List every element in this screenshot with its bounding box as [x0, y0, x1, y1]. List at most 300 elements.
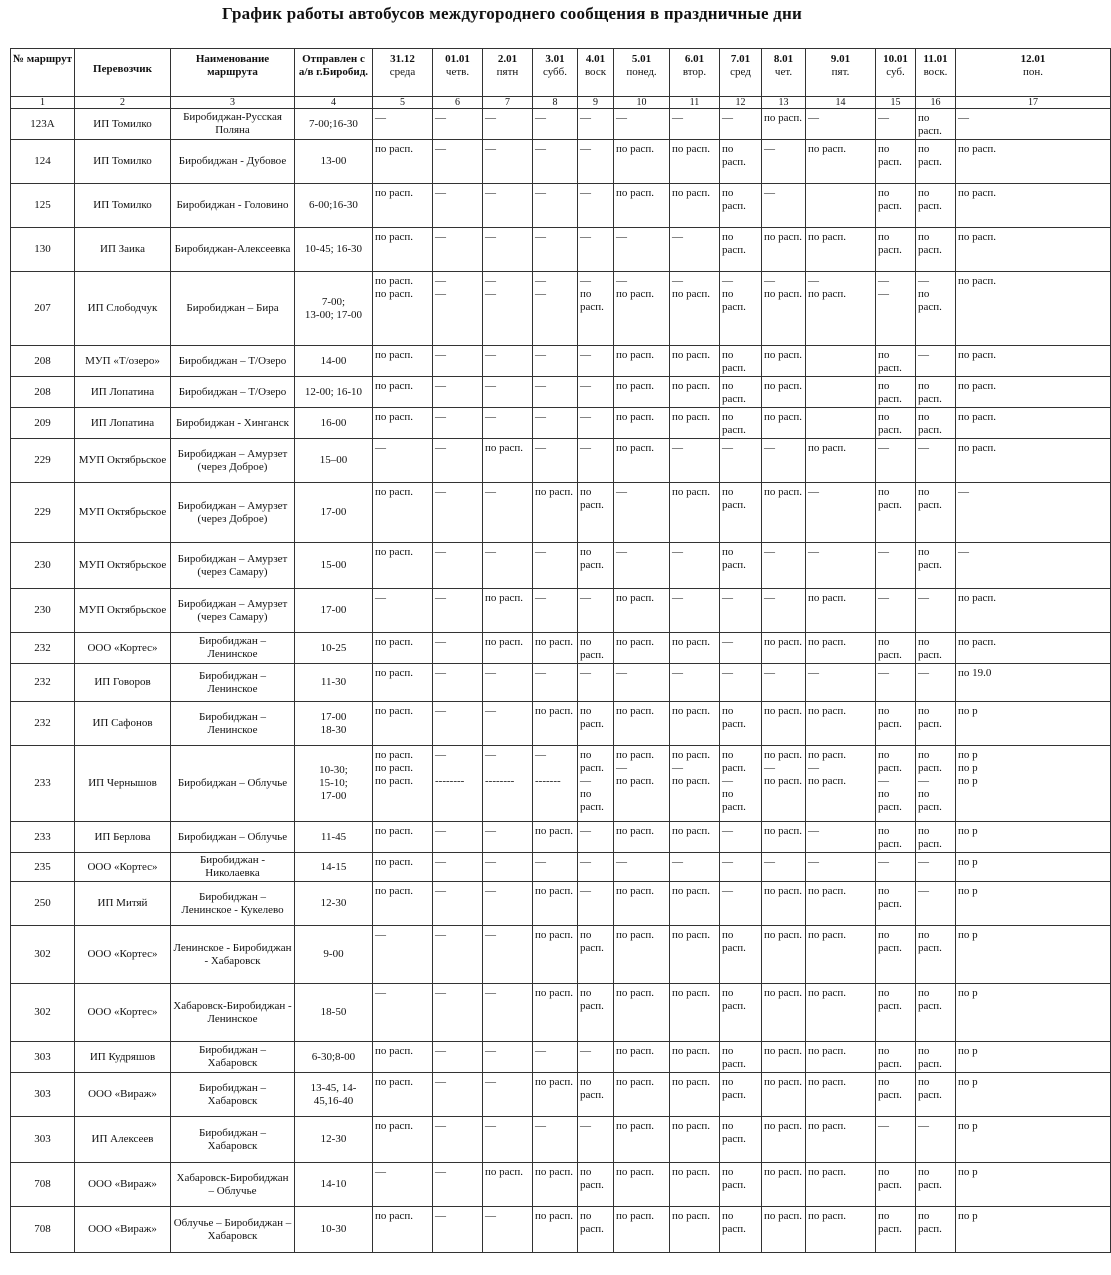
- column-number: 10: [614, 97, 670, 109]
- route-name-text: Ленинское - Биробиджан - Хабаровск: [173, 941, 292, 967]
- day-cell: [806, 543, 876, 589]
- day-cell: [483, 1073, 533, 1117]
- day-cell-text: по расп.: [672, 705, 711, 717]
- day-cell: [916, 377, 956, 408]
- day-cell-text: —: [485, 1045, 496, 1057]
- day-cell-text: по расп.: [808, 1210, 847, 1222]
- departure-time-text: 18-50: [320, 1006, 347, 1018]
- day-cell-text: —: [435, 705, 446, 717]
- day-cell-text: по расп.: [918, 380, 942, 405]
- day-cell: [373, 408, 433, 439]
- departure-time: [295, 633, 373, 664]
- day-cell: [876, 228, 916, 272]
- day-cell: [720, 543, 762, 589]
- day-cell: [806, 377, 876, 408]
- day-cell: [578, 346, 614, 377]
- carrier-name: [75, 346, 171, 377]
- departure-time-text: 12-30: [320, 1133, 347, 1145]
- table-row: [11, 228, 1111, 272]
- day-cell: [876, 664, 916, 702]
- departure-time: [295, 1117, 373, 1163]
- day-cell: [483, 633, 533, 664]
- day-cell: [762, 543, 806, 589]
- day-cell-text: —: [918, 592, 929, 604]
- day-cell-text: по р: [958, 929, 978, 941]
- day-cell: [956, 589, 1111, 633]
- route-name-text: Биробиджан – Амурзет (через Доброе): [177, 447, 288, 473]
- day-cell-text: по расп.: [722, 1120, 746, 1145]
- day-cell: [876, 483, 916, 543]
- day-cell-text: —: [764, 856, 775, 868]
- route-number-text: 303: [34, 1088, 51, 1100]
- day-cell-text: по расп.: [918, 1045, 942, 1070]
- table-row: [11, 1073, 1111, 1117]
- day-cell: [433, 746, 483, 822]
- carrier-name-text: ИП Кудряшов: [89, 1050, 156, 1063]
- day-cell-text: по расп.: [918, 825, 942, 850]
- day-cell-text: по расп.: [616, 929, 655, 941]
- route-name-text: Биробиджан – Ленинское: [199, 710, 266, 736]
- day-cell-text: —: [535, 112, 546, 124]
- table-row: [11, 822, 1111, 853]
- day-cell: [762, 746, 806, 822]
- day-cell: [762, 589, 806, 633]
- day-cell: [373, 1042, 433, 1073]
- day-cell: [433, 822, 483, 853]
- day-cell-text: —: [580, 187, 591, 199]
- day-cell: [956, 1163, 1111, 1207]
- carrier-name: [75, 853, 171, 882]
- day-cell: [433, 140, 483, 184]
- header-day-12: [956, 49, 1111, 97]
- route-name-text: Биробиджан – Ленинское: [199, 669, 266, 695]
- day-cell-text: по расп.: [878, 749, 902, 774]
- day-cell-text: по расп.: [958, 231, 997, 243]
- day-cell: [533, 1042, 578, 1073]
- day-cell-text: по расп.: [672, 143, 711, 155]
- day-cell-text: по расп.: [580, 288, 604, 313]
- departure-time-text: 12-00; 16-10: [304, 385, 363, 398]
- route-name: [171, 184, 295, 228]
- carrier-name: [75, 702, 171, 746]
- day-cell: [916, 746, 956, 822]
- route-name: [171, 228, 295, 272]
- day-cell-text: —: [616, 762, 627, 774]
- day-cell: [916, 140, 956, 184]
- day-cell: [533, 140, 578, 184]
- day-cell-text: —: [435, 592, 446, 604]
- route-number-text: 232: [34, 641, 51, 654]
- day-cell-text: —: [722, 275, 733, 287]
- day-cell-text: по расп.: [535, 1076, 574, 1088]
- departure-time-text: 17-00: [320, 604, 347, 616]
- route-number: [11, 1117, 75, 1163]
- day-cell: [806, 109, 876, 140]
- day-cell: [956, 882, 1111, 926]
- header-day-date: 31.12: [390, 53, 415, 65]
- day-cell: [614, 664, 670, 702]
- day-cell-text: —: [375, 592, 386, 604]
- departure-time: [295, 822, 373, 853]
- day-cell: [670, 926, 720, 984]
- day-cell-text: —: [485, 705, 496, 717]
- route-name: [171, 926, 295, 984]
- header-day-date: 6.01: [684, 53, 705, 65]
- day-cell: [876, 984, 916, 1042]
- day-cell-text: по расп.: [808, 442, 847, 454]
- day-cell-text: —: [918, 275, 929, 287]
- header-day-dow: среда: [389, 66, 416, 78]
- day-cell-text: по расп.: [672, 749, 711, 761]
- day-cell: [762, 483, 806, 543]
- route-name: [171, 822, 295, 853]
- day-cell-text: по расп.: [580, 705, 604, 730]
- day-cell-text: —: [918, 775, 929, 787]
- table-row: [11, 1042, 1111, 1073]
- header-day-date: 5.01: [631, 53, 652, 65]
- header-num: [11, 49, 75, 97]
- schedule-table: [10, 48, 1111, 1253]
- page-title: График работы автобусов междугороднего сообщения в праздничные дни: [222, 4, 802, 23]
- day-cell-text: —: [435, 411, 446, 423]
- day-cell: [806, 984, 876, 1042]
- header-day-date: 01.01: [445, 53, 470, 65]
- day-cell-text: по расп.: [535, 1166, 574, 1178]
- day-cell: [720, 228, 762, 272]
- day-cell: [670, 633, 720, 664]
- day-cell-text: по расп.: [918, 1166, 942, 1191]
- day-cell: [373, 272, 433, 346]
- day-cell-text: по расп.: [918, 749, 942, 774]
- day-cell: [373, 140, 433, 184]
- day-cell: [670, 589, 720, 633]
- day-cell: [762, 377, 806, 408]
- day-cell: [578, 1042, 614, 1073]
- departure-time: [295, 140, 373, 184]
- day-cell-text: по расп.: [808, 636, 847, 648]
- header-day-dow: пят.: [831, 66, 850, 78]
- day-cell-text: —: [672, 762, 683, 774]
- day-cell: [670, 853, 720, 882]
- route-name-text: Биробиджан – Облучье: [177, 830, 288, 843]
- departure-time: [295, 228, 373, 272]
- day-cell-text: по расп.: [764, 380, 803, 392]
- carrier-name: [75, 1042, 171, 1073]
- day-cell-text: по расп.: [375, 1045, 414, 1057]
- day-cell-text: —: [672, 231, 683, 243]
- route-name: [171, 346, 295, 377]
- day-cell-text: по расп.: [918, 486, 942, 511]
- day-cell-text: по расп.: [485, 592, 524, 604]
- day-cell: [956, 184, 1111, 228]
- day-cell-text: по расп.: [535, 885, 574, 897]
- day-cell-text: по расп.: [722, 1210, 746, 1235]
- day-cell: [614, 140, 670, 184]
- route-number-text: 233: [34, 777, 51, 789]
- day-cell-text: —: [918, 885, 929, 897]
- day-cell-text: по р: [958, 705, 978, 717]
- day-cell: [533, 377, 578, 408]
- table-row: [11, 408, 1111, 439]
- day-cell-text: —: [616, 112, 627, 124]
- route-name: [171, 702, 295, 746]
- day-cell-text: --------: [435, 775, 465, 787]
- day-cell-text: по расп.: [616, 749, 655, 761]
- day-cell-text: по расп.: [616, 380, 655, 392]
- route-number: [11, 109, 75, 140]
- route-number-text: 208: [34, 354, 51, 367]
- day-cell-text: по расп.: [878, 349, 902, 374]
- departure-time-text: 13-00; 17-00: [304, 308, 363, 321]
- day-cell-text: по р: [958, 1045, 978, 1057]
- day-cell: [373, 1117, 433, 1163]
- route-name: [171, 109, 295, 140]
- day-cell-text: —: [535, 592, 546, 604]
- day-cell-text: —: [580, 1045, 591, 1057]
- day-cell: [578, 439, 614, 483]
- day-cell-text: —: [764, 592, 775, 604]
- day-cell-text: по расп.: [958, 187, 997, 199]
- day-cell: [916, 543, 956, 589]
- day-cell: [670, 483, 720, 543]
- day-cell-text: —: [435, 112, 446, 124]
- departure-time-text: 6-00;16-30: [309, 199, 358, 211]
- day-cell-text: по расп.: [616, 1120, 655, 1132]
- day-cell: [806, 408, 876, 439]
- route-name: [171, 272, 295, 346]
- route-name: [171, 439, 295, 483]
- day-cell: [670, 702, 720, 746]
- day-cell: [433, 1117, 483, 1163]
- day-cell-text: —: [535, 749, 546, 761]
- day-cell-text: —: [672, 592, 683, 604]
- day-cell-text: по расп.: [485, 1166, 524, 1178]
- day-cell-text: —: [878, 1120, 889, 1132]
- column-number: 7: [483, 97, 533, 109]
- header-day-dow: понед.: [626, 66, 657, 78]
- day-cell: [720, 184, 762, 228]
- route-name: [171, 1163, 295, 1207]
- day-cell-text: —: [580, 112, 591, 124]
- header-carrier: [75, 49, 171, 97]
- day-cell-text: [485, 762, 530, 775]
- day-cell-text: —: [580, 442, 591, 454]
- route-number-text: 302: [34, 1006, 51, 1018]
- day-cell: [720, 272, 762, 346]
- column-number: 6: [433, 97, 483, 109]
- day-cell-text: по расп.: [808, 885, 847, 897]
- route-name-text: Хабаровск-Биробиджан - Ленинское: [173, 999, 292, 1025]
- day-cell: [578, 633, 614, 664]
- day-cell-text: по расп.: [764, 1166, 803, 1178]
- route-number-text: 302: [34, 948, 51, 960]
- day-cell: [483, 1042, 533, 1073]
- departure-time-text: 14-00: [320, 354, 347, 367]
- day-cell: [533, 664, 578, 702]
- day-cell-text: по расп.: [580, 788, 604, 813]
- route-number: [11, 543, 75, 589]
- day-cell-text: по расп.: [764, 349, 803, 361]
- day-cell: [670, 882, 720, 926]
- day-cell: [614, 228, 670, 272]
- day-cell: [373, 589, 433, 633]
- day-cell: [578, 926, 614, 984]
- day-cell-text: —: [435, 667, 446, 679]
- day-cell: [762, 633, 806, 664]
- departure-time: [295, 1073, 373, 1117]
- day-cell: [876, 853, 916, 882]
- day-cell: [373, 702, 433, 746]
- day-cell: [433, 109, 483, 140]
- route-name: [171, 984, 295, 1042]
- day-cell-text: —: [722, 825, 733, 837]
- day-cell: [806, 853, 876, 882]
- day-cell-text: по расп.: [485, 442, 524, 454]
- day-cell: [956, 377, 1111, 408]
- header-day-10: [876, 49, 916, 97]
- day-cell-text: —: [580, 275, 591, 287]
- route-name-text: Биробиджан – Амурзет (через Самару): [177, 552, 288, 578]
- table-row: [11, 853, 1111, 882]
- table-row: [11, 882, 1111, 926]
- day-cell: [876, 1042, 916, 1073]
- day-cell-text: по расп.: [616, 143, 655, 155]
- day-cell: [876, 1117, 916, 1163]
- header-day-4: [578, 49, 614, 97]
- day-cell-text: —: [808, 856, 819, 868]
- day-cell: [483, 543, 533, 589]
- departure-time-text: 11-45: [320, 830, 347, 843]
- day-cell-text: —: [764, 667, 775, 679]
- column-number: 15: [876, 97, 916, 109]
- carrier-name: [75, 228, 171, 272]
- day-cell: [433, 1042, 483, 1073]
- route-number: [11, 984, 75, 1042]
- carrier-name: [75, 1207, 171, 1253]
- carrier-name-text: ИП Митяй: [97, 897, 148, 909]
- column-number: 11: [670, 97, 720, 109]
- carrier-name: [75, 140, 171, 184]
- day-cell-text: —: [435, 885, 446, 897]
- day-cell-text: --------: [485, 775, 515, 787]
- day-cell-text: по расп.: [375, 349, 414, 361]
- day-cell-text: —: [435, 749, 446, 761]
- day-cell: [916, 1117, 956, 1163]
- day-cell-text: по расп.: [580, 987, 604, 1012]
- route-number: [11, 140, 75, 184]
- day-cell-text: по расп.: [918, 143, 942, 168]
- departure-time: [295, 377, 373, 408]
- day-cell: [670, 1042, 720, 1073]
- day-cell: [670, 1117, 720, 1163]
- route-number: [11, 439, 75, 483]
- day-cell-text: по расп.: [375, 288, 414, 300]
- departure-time-text: 15–00: [319, 454, 348, 466]
- day-cell: [533, 346, 578, 377]
- route-number: [11, 228, 75, 272]
- day-cell-text: по расп.: [375, 775, 414, 787]
- departure-time-text: 17-00: [320, 710, 347, 723]
- day-cell: [533, 272, 578, 346]
- carrier-name: [75, 746, 171, 822]
- carrier-name-text: ИП Алексеев: [91, 1133, 154, 1145]
- carrier-name-text: ИП Томилко: [93, 199, 152, 211]
- day-cell: [916, 439, 956, 483]
- day-cell: [614, 377, 670, 408]
- header-day-date: 7.01: [730, 53, 751, 65]
- day-cell-text: —: [722, 636, 733, 648]
- day-cell-text: —: [485, 749, 496, 761]
- day-cell: [578, 140, 614, 184]
- departure-time: [295, 926, 373, 984]
- route-name-text: Облучье – Биробиджан – Хабаровск: [173, 1216, 292, 1242]
- day-cell: [533, 184, 578, 228]
- day-cell-text: —: [672, 442, 683, 454]
- carrier-name: [75, 1163, 171, 1207]
- day-cell-text: по расп.: [616, 1045, 655, 1057]
- day-cell: [578, 272, 614, 346]
- day-cell-text: —: [535, 546, 546, 558]
- day-cell-text: —: [485, 667, 496, 679]
- day-cell-text: по расп.: [616, 775, 655, 787]
- day-cell-text: по расп.: [580, 546, 604, 571]
- carrier-name-text: ИП Заика: [100, 243, 145, 255]
- day-cell-text: по расп.: [672, 349, 711, 361]
- day-cell: [614, 1042, 670, 1073]
- table-row: [11, 483, 1111, 543]
- day-cell: [373, 984, 433, 1042]
- day-cell: [483, 822, 533, 853]
- day-cell-text: —: [808, 275, 819, 287]
- day-cell-text: —: [878, 442, 889, 454]
- day-cell-text: по расп.: [672, 987, 711, 999]
- route-name-text: Биробиджан – Амурзет (через Самару): [177, 597, 288, 623]
- day-cell: [578, 984, 614, 1042]
- day-cell: [533, 822, 578, 853]
- day-cell: [433, 408, 483, 439]
- day-cell-text: по расп.: [958, 380, 997, 392]
- day-cell-text: —: [435, 380, 446, 392]
- day-cell: [762, 439, 806, 483]
- day-cell: [614, 1207, 670, 1253]
- route-number-text: 125: [34, 199, 51, 211]
- day-cell: [433, 926, 483, 984]
- day-cell: [483, 377, 533, 408]
- column-number: 12: [720, 97, 762, 109]
- day-cell: [373, 882, 433, 926]
- day-cell-text: —: [535, 349, 546, 361]
- day-cell: [578, 589, 614, 633]
- day-cell-text: по расп.: [722, 987, 746, 1012]
- day-cell: [670, 822, 720, 853]
- departure-time-text: 10-30;: [319, 764, 348, 776]
- day-cell-text: по расп.: [764, 1120, 803, 1132]
- day-cell-text: по расп.: [764, 885, 803, 897]
- day-cell-text: —: [808, 546, 819, 558]
- day-cell-text: —: [918, 349, 929, 361]
- day-cell-text: —: [580, 380, 591, 392]
- day-cell-text: по р: [958, 825, 978, 837]
- carrier-name-text: ИП Говоров: [94, 676, 151, 688]
- day-cell-text: по расп.: [580, 486, 604, 511]
- day-cell: [483, 272, 533, 346]
- day-cell-text: —: [616, 667, 627, 679]
- departure-time: [295, 853, 373, 882]
- day-cell: [433, 272, 483, 346]
- column-number: 4: [295, 97, 373, 109]
- departure-time: [295, 746, 373, 822]
- route-name: [171, 1207, 295, 1253]
